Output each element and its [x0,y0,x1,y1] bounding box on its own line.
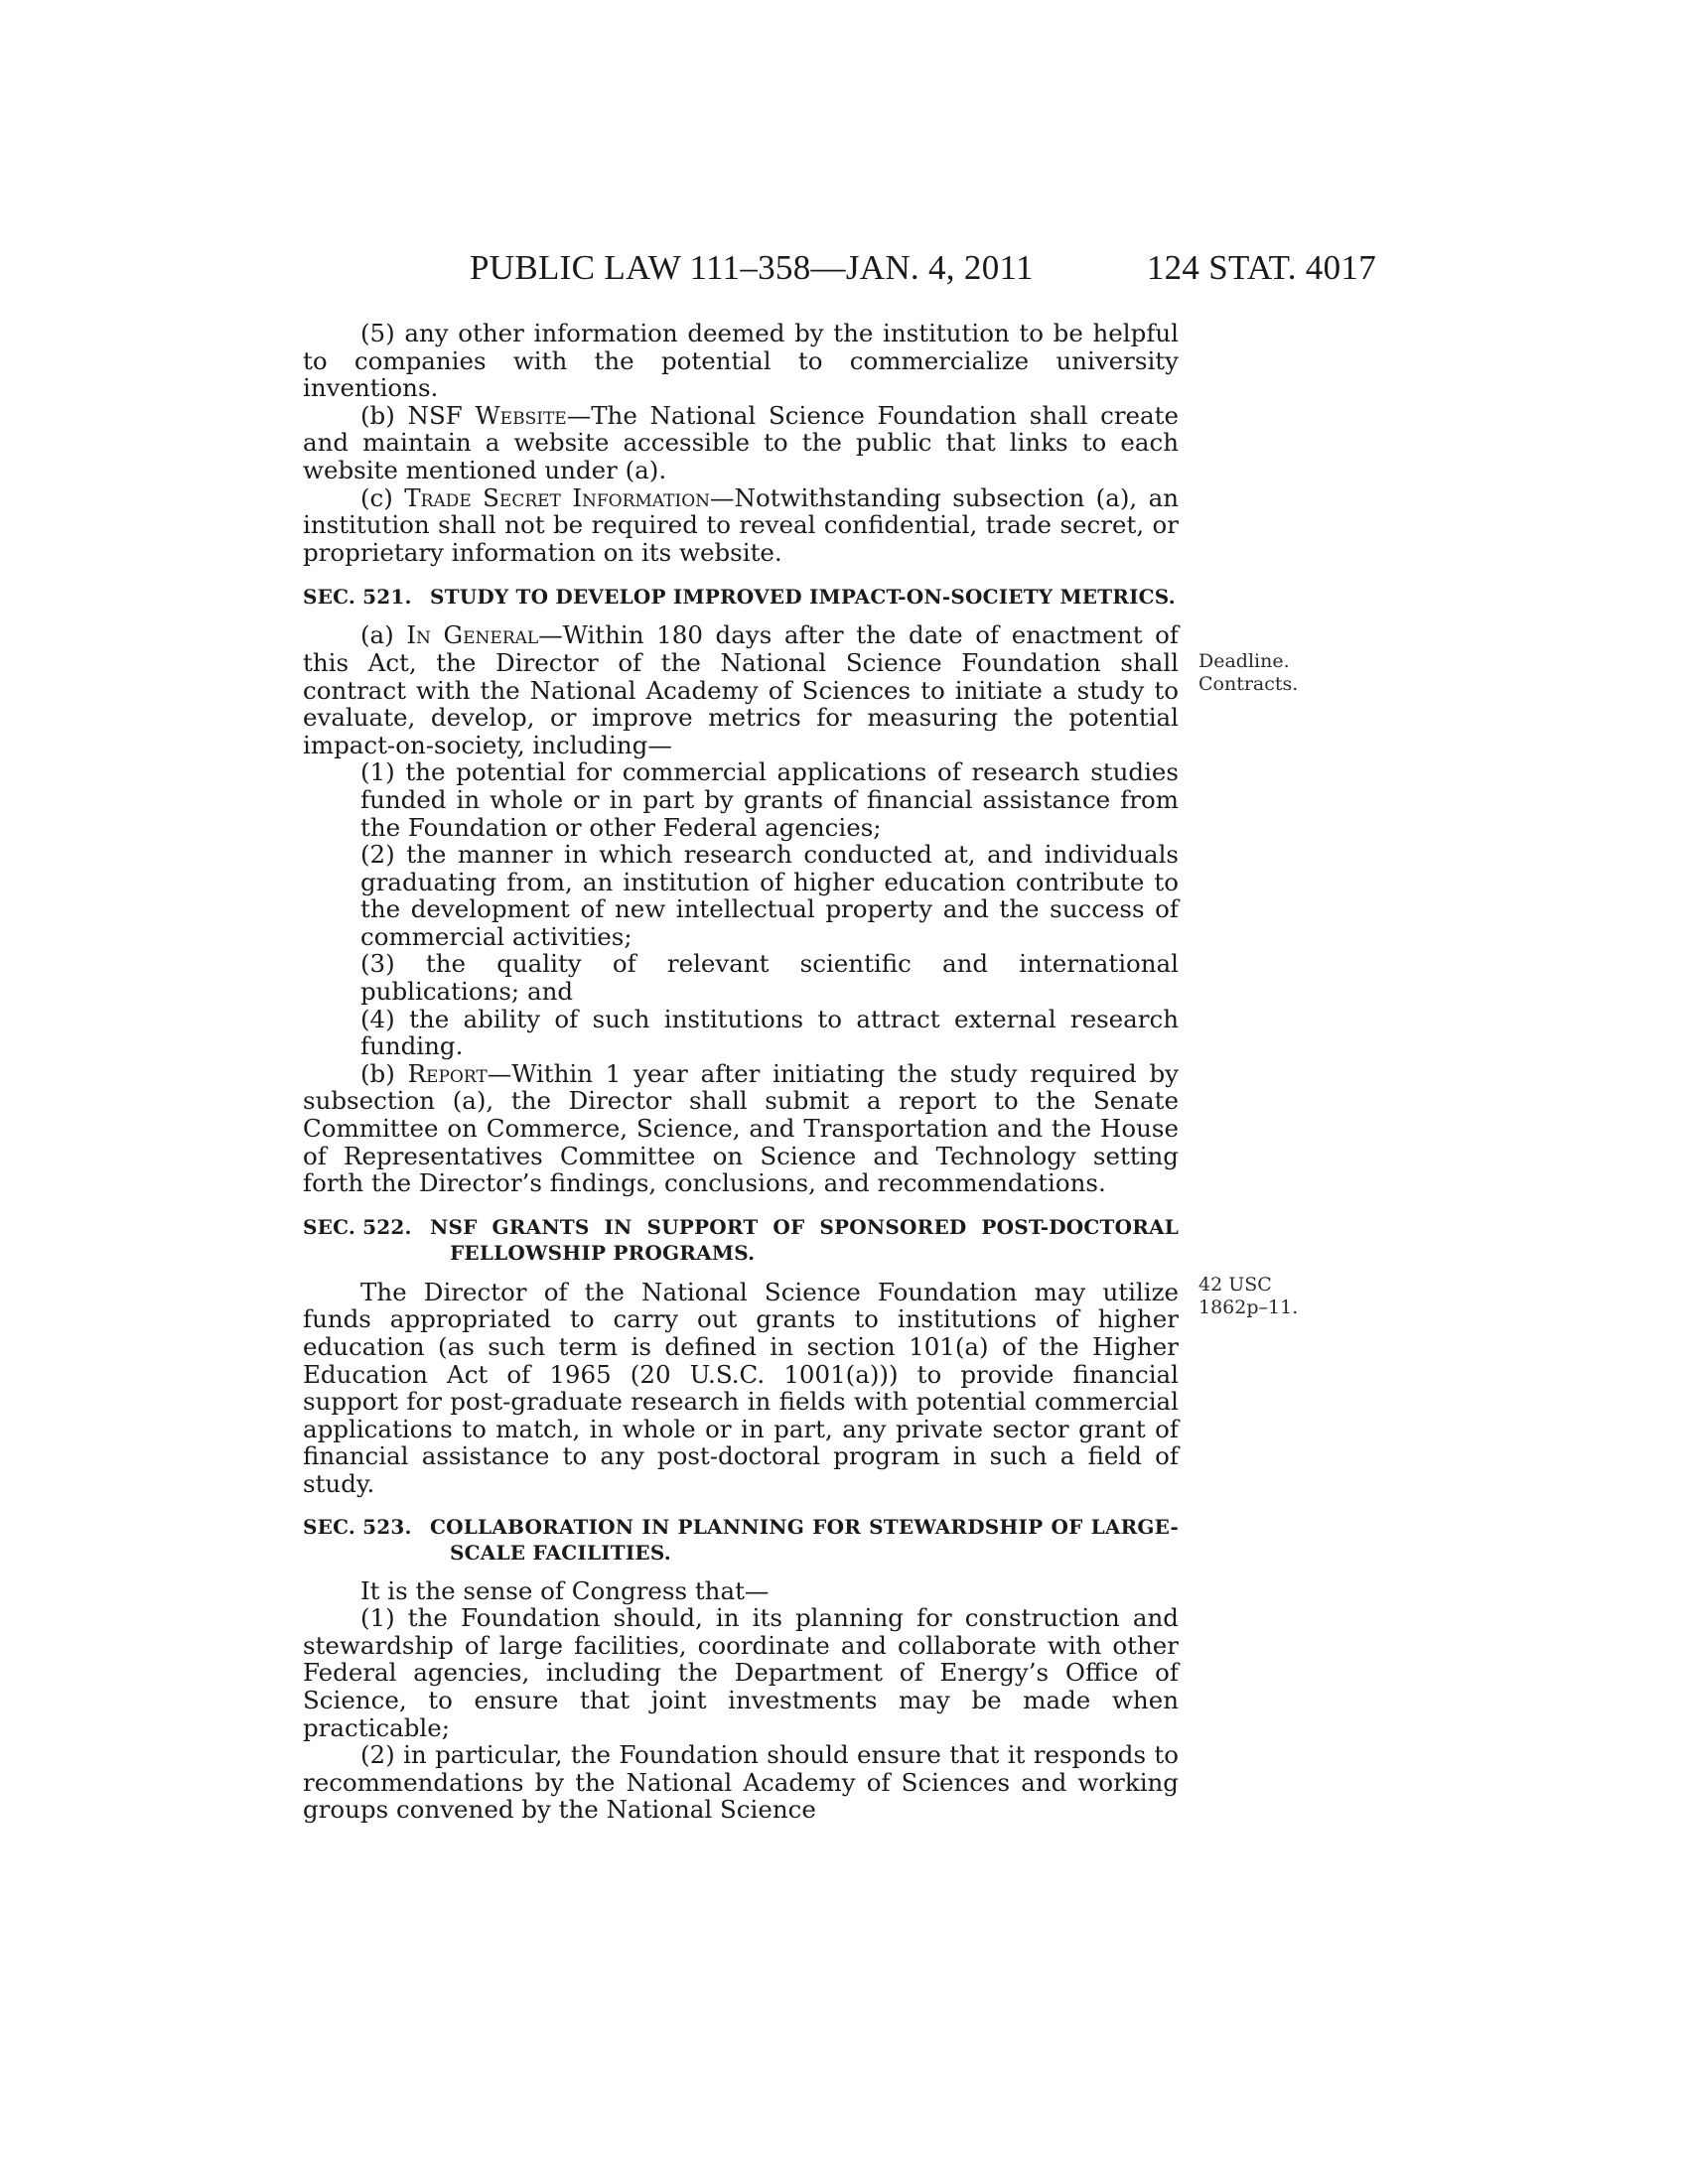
margin-note-deadline-label: Deadline. [1198,650,1290,672]
section-522-text: The Director of the National Science Foundation may utilize funds appropriated to carry out grants to institutions of higher education (as such term is defined in section 101(a) of the Higher Education Act of 1965 (20 U.S.C. 1001(a))) to provide financial support for post-graduate research in fields with potential commercial applications to match, in whole or in part, any private sector grant of financial assistance to any post-doctoral program in such a field of study. [303,1277,1179,1498]
law-citation: PUBLIC LAW 111–358—JAN. 4, 2011 [470,248,1034,287]
subsection-b-text: —The National Science Foundation shall create and maintain a website accessible to the public that links to each website mentioned under (a). [303,400,1180,484]
section-521-a-num: (a) [360,620,394,650]
intro-item-5: (5) any other information deemed by the institution to be helpful to companies with the potential to commercialize university inventions. [303,319,1179,403]
section-522-number: SEC. 522. [303,1214,412,1239]
section-521-subsection-b [303,1060,1179,1197]
section-521-number: SEC. 521. [303,585,412,610]
statute-page: 124 STAT. 4017 [1146,248,1376,287]
section-522-heading [303,1214,1179,1266]
section-521-item-2: (2) the manner in which research conducted at, and individuals graduating from, an institution of higher education contribute to the development of new intellectual property and the success of commercial activities; [360,840,1179,951]
margin-note-contracts-label: Contracts. [1198,673,1299,695]
section-521-a-heading: In General [406,620,539,650]
section-521-b-text: —Within 1 year after initiating the study required by subsection (a), the Director shall submit a report to the Senate Committee on Commerce, Science, and Transportation and the House of Representatives Committee on Science and Technology setting forth the Director’s findings, conclusions, and recommendations. [303,1058,1179,1198]
section-521-title: STUDY TO DEVELOP IMPROVED IMPACT-ON-SOCIETY METRICS. [430,585,1176,610]
margin-note-usc [1198,1274,1298,1319]
section-521-a-text: —Within 180 days after the date of enactment of this Act, the Director of the National Science Foundation shall contract with the National Academy of Sciences to initiate a study to evaluate, develop, or improve metrics for measuring the potential impact-on-society, including— [303,620,1179,759]
intro-subsection-c [303,484,1179,567]
section-523-item-2: (2) in particular, the Foundation should ensure that it responds to recommendations by the National Academy of Sciences and working groups convened by the National Science [303,1740,1179,1825]
section-522-title: NSF GRANTS IN SUPPORT OF SPONSORED POST-DOCTORAL FELLOWSHIP PROGRAMS. [430,1214,1179,1265]
subsection-c-text: —Notwithstanding subsection (a), an institution shall not be required to reveal confidential, trade secret, or proprietary information on its website. [303,482,1179,567]
section-521-heading [303,584,1179,610]
section-521-subsection-a [303,621,1179,758]
section-523-title: COLLABORATION IN PLANNING FOR STEWARDSHIP OF LARGE-SCALE FACILITIES. [430,1514,1179,1565]
intro-subsection-b [303,402,1179,484]
section-521-b-num: (b) [360,1058,395,1088]
section-523-number: SEC. 523. [303,1514,412,1539]
subsection-c-num: (c) [360,482,393,512]
section-521-b-heading: Report [407,1058,488,1088]
subsection-b-num: (b) [360,400,395,430]
subsection-b-heading: NSF Website [407,400,567,430]
section-521-item-4: (4) the ability of such institutions to attract external research funding. [360,1004,1179,1061]
section-523-heading [303,1514,1179,1566]
margin-note-usc-section: 1862p–11. [1198,1297,1299,1318]
margin-note-deadline [1198,650,1298,696]
running-header [298,248,1376,298]
section-521-item-1: (1) the potential for commercial applications of research studies funded in whole or in part by grants of financial assistance from the Foundation or other Federal agencies; [360,757,1179,842]
subsection-c-heading: Trade Secret Information [404,482,711,512]
section-521-item-3: (3) the quality of relevant scientific and international publications; and [360,949,1179,1007]
margin-note-usc-title: 42 USC [1198,1274,1272,1296]
section-523-item-1: (1) the Foundation should, in its planning for construction and stewardship of large facilities, coordinate and collaborate with other Federal agencies, including the Department of Energy’s Office of Science, to ensure that joint investments may be made when practicable; [303,1603,1179,1742]
section-523-lead: It is the sense of Congress that— [360,1575,770,1605]
document-body [303,320,1179,1824]
